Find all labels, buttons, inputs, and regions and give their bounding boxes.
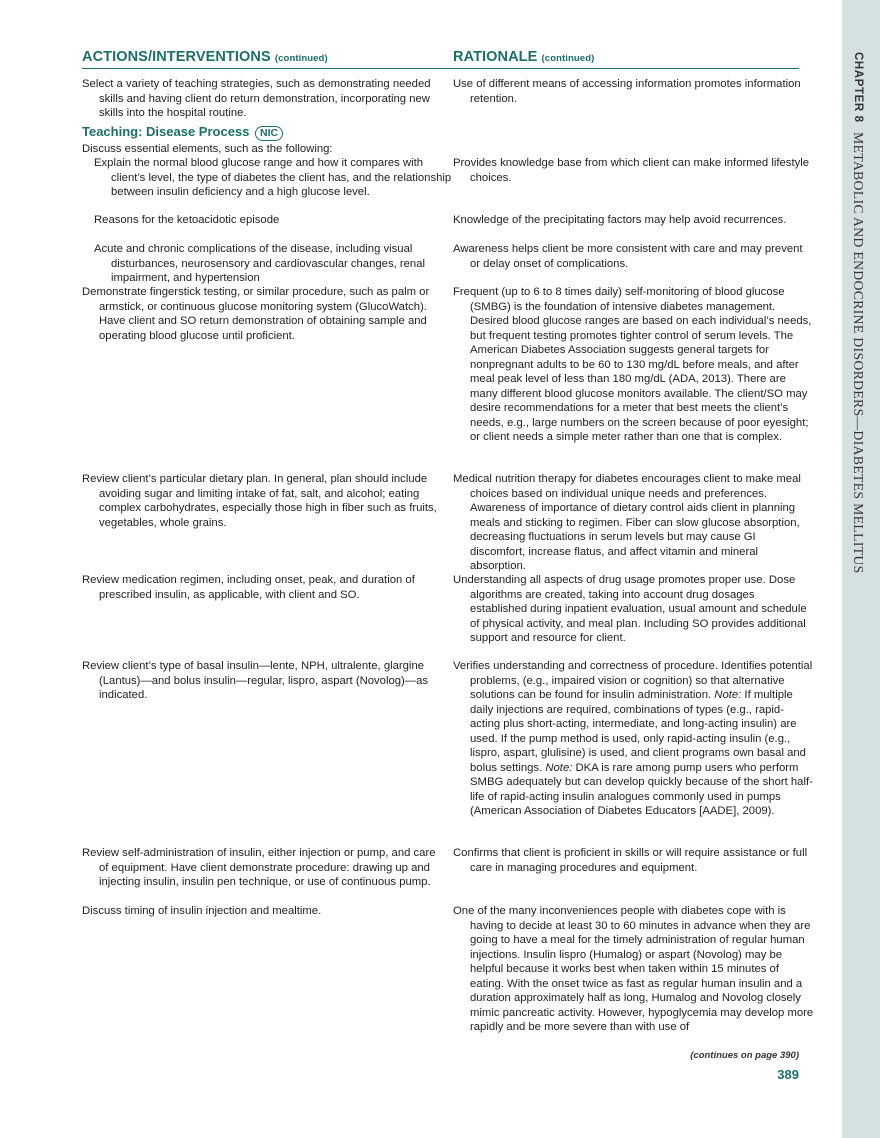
rationale-column-header: RATIONALE (continued) (453, 49, 595, 65)
action-item: Review client’s particular dietary plan. In general, plan should include avoiding sugar and limiting intake of fat, salt, and alcohol; eating complex carbohydrates, especially those high in fiber such as fruits, vegetables, whole grains. (82, 473, 437, 529)
action-item: Review medication regimen, including onset, peak, and duration of prescribed insulin, as applicable, with client and SO. (82, 574, 415, 601)
page-number: 389 (777, 1067, 799, 1082)
rationale-item: Understanding all aspects of drug usage promotes proper use. Dose algorithms are created, taking into account drug dosages established during inpatient evaluation, usual amount and schedule of physical activity, and meal plan. Including SO provides additional support and resource for client. (453, 574, 807, 645)
rationale-item: Knowledge of the precipitating factors may help avoid recurrences. (453, 214, 787, 226)
chapter-running-title (850, 52, 866, 574)
action-item: Review self-administration of insulin, either injection or pump, and care of equipment. Have client demonstrate procedure: drawing up and injecting insulin, insulin pen technique, or use of continuous pump. (82, 847, 436, 889)
action-item: Review client’s type of basal insulin—lente, NPH, ultralente, glargine (Lantus)—and bolus insulin—regular, lispro, aspart (Novolog)—as indicated. (82, 660, 429, 702)
actions-column-header: ACTIONS/INTERVENTIONS (continued) (82, 49, 328, 65)
rationale-item: Medical nutrition therapy for diabetes encourages client to make meal choices based on individual unique needs and preferences. Awareness of importance of dietary control aids client in planning meals and sticking to regimen. Fiber can slow glucose absorption, decreasing fluctuations in serum levels but may cause GI discomfort, increase flatus, and affect vitamin and mineral absorption. (453, 473, 801, 573)
action-item: Explain the normal blood glucose range and how it compares with client’s level, the type of diabetes the client has, and the relationship between insulin deficiency and a high glucose level. (94, 157, 452, 199)
chapter-topic: METABOLIC AND ENDOCRINE DISORDERS—DIABETES MELLITUS (851, 132, 866, 574)
rationale-item: Use of different means of accessing information promotes information retention. (453, 78, 801, 105)
nic-badge: NIC (255, 126, 283, 141)
rationale-item: Frequent (up to 6 to 8 times daily) self-monitoring of blood glucose (SMBG) is the foundation of intensive diabetes management. Desired blood glucose ranges are based on each individual’s needs, but frequent testing promotes tighter control of serum levels. The American Diabetes Association suggests general targets for nonpregnant adults to be 60 to 130 mg/dL before meals, and after meal peak level of less than 180 mg/dL (ADA, 2013). There are many different blood glucose monitors available. The client/SO may desire recommendations for a meter that best meets the client’s needs, e.g., large numbers on the screen because of poor eyesight; or client needs a simple meter rather than one that is complex. (453, 286, 812, 444)
action-item: Demonstrate fingerstick testing, or similar procedure, such as palm or armstick, or continuous glucose monitoring system (GlucoWatch). Have client and SO return demonstration of obtaining sample and operating blood glucose until proficient. (82, 286, 430, 342)
action-item: Reasons for the ketoacidotic episode (94, 214, 280, 226)
rationale-item: Provides knowledge base from which client can make informed lifestyle choices. (453, 157, 810, 184)
action-item: Discuss essential elements, such as the following: (82, 143, 333, 155)
section-subheading: Teaching: Disease Process NIC (82, 125, 283, 141)
rationale-item: Confirms that client is proficient in skills or will require assistance or full care in managing procedures and equipment. (453, 847, 808, 874)
rationale-item: One of the many inconveniences people with diabetes cope with is having to decide at least 30 to 60 minutes in advance when they are going to have a meal for the timely administration of regular human injections. Insulin lispro (Humalog) or aspart (Novolog) may be helpful because it works best when taken within 15 minutes of eating. With the onset twice as fast as regular human insulin and a duration approximately half as long, Humalog and Novolog closely mimic pancreatic activity. However, hypoglycemia may develop more rapidly and be more severe than with use of (453, 905, 814, 1034)
continues-note: (continues on page 390) (690, 1050, 799, 1061)
header-divider (82, 68, 799, 69)
action-item: Acute and chronic complications of the disease, including visual disturbances, neurosensory and cardiovascular changes, renal impairment, and hypertension (94, 243, 425, 285)
rationale-item: Verifies understanding and correctness of procedure. Identifies potential problems, (e.g., impaired vision or cognition) so that alternative solutions can be found for insulin administration. Note: If multiple daily injections are required, combinations of types (e.g., rapid-acting plus short-acting, intermediate, and long-acting insulin) are used. If the pump method is used, only rapid-acting insulin (e.g., lispro, aspart, glulisine) is used, and client programs own basal and bolus settings. Note: DKA is rare among pump users who perform SMBG adequately but can develop quickly because of the short half-life of rapid-acting insulin analogues commonly used in pumps (American Association of Diabetes Educators [AADE], 2009). (453, 660, 813, 818)
action-item: Select a variety of teaching strategies, such as demonstrating needed skills and having client do return demonstration, incorporating new skills into the hospital routine. (82, 78, 431, 120)
chapter-label: CHAPTER 8 (852, 52, 864, 123)
rationale-item: Awareness helps client be more consistent with care and may prevent or delay onset of complications. (453, 243, 803, 270)
action-item: Discuss timing of insulin injection and mealtime. (82, 905, 322, 917)
